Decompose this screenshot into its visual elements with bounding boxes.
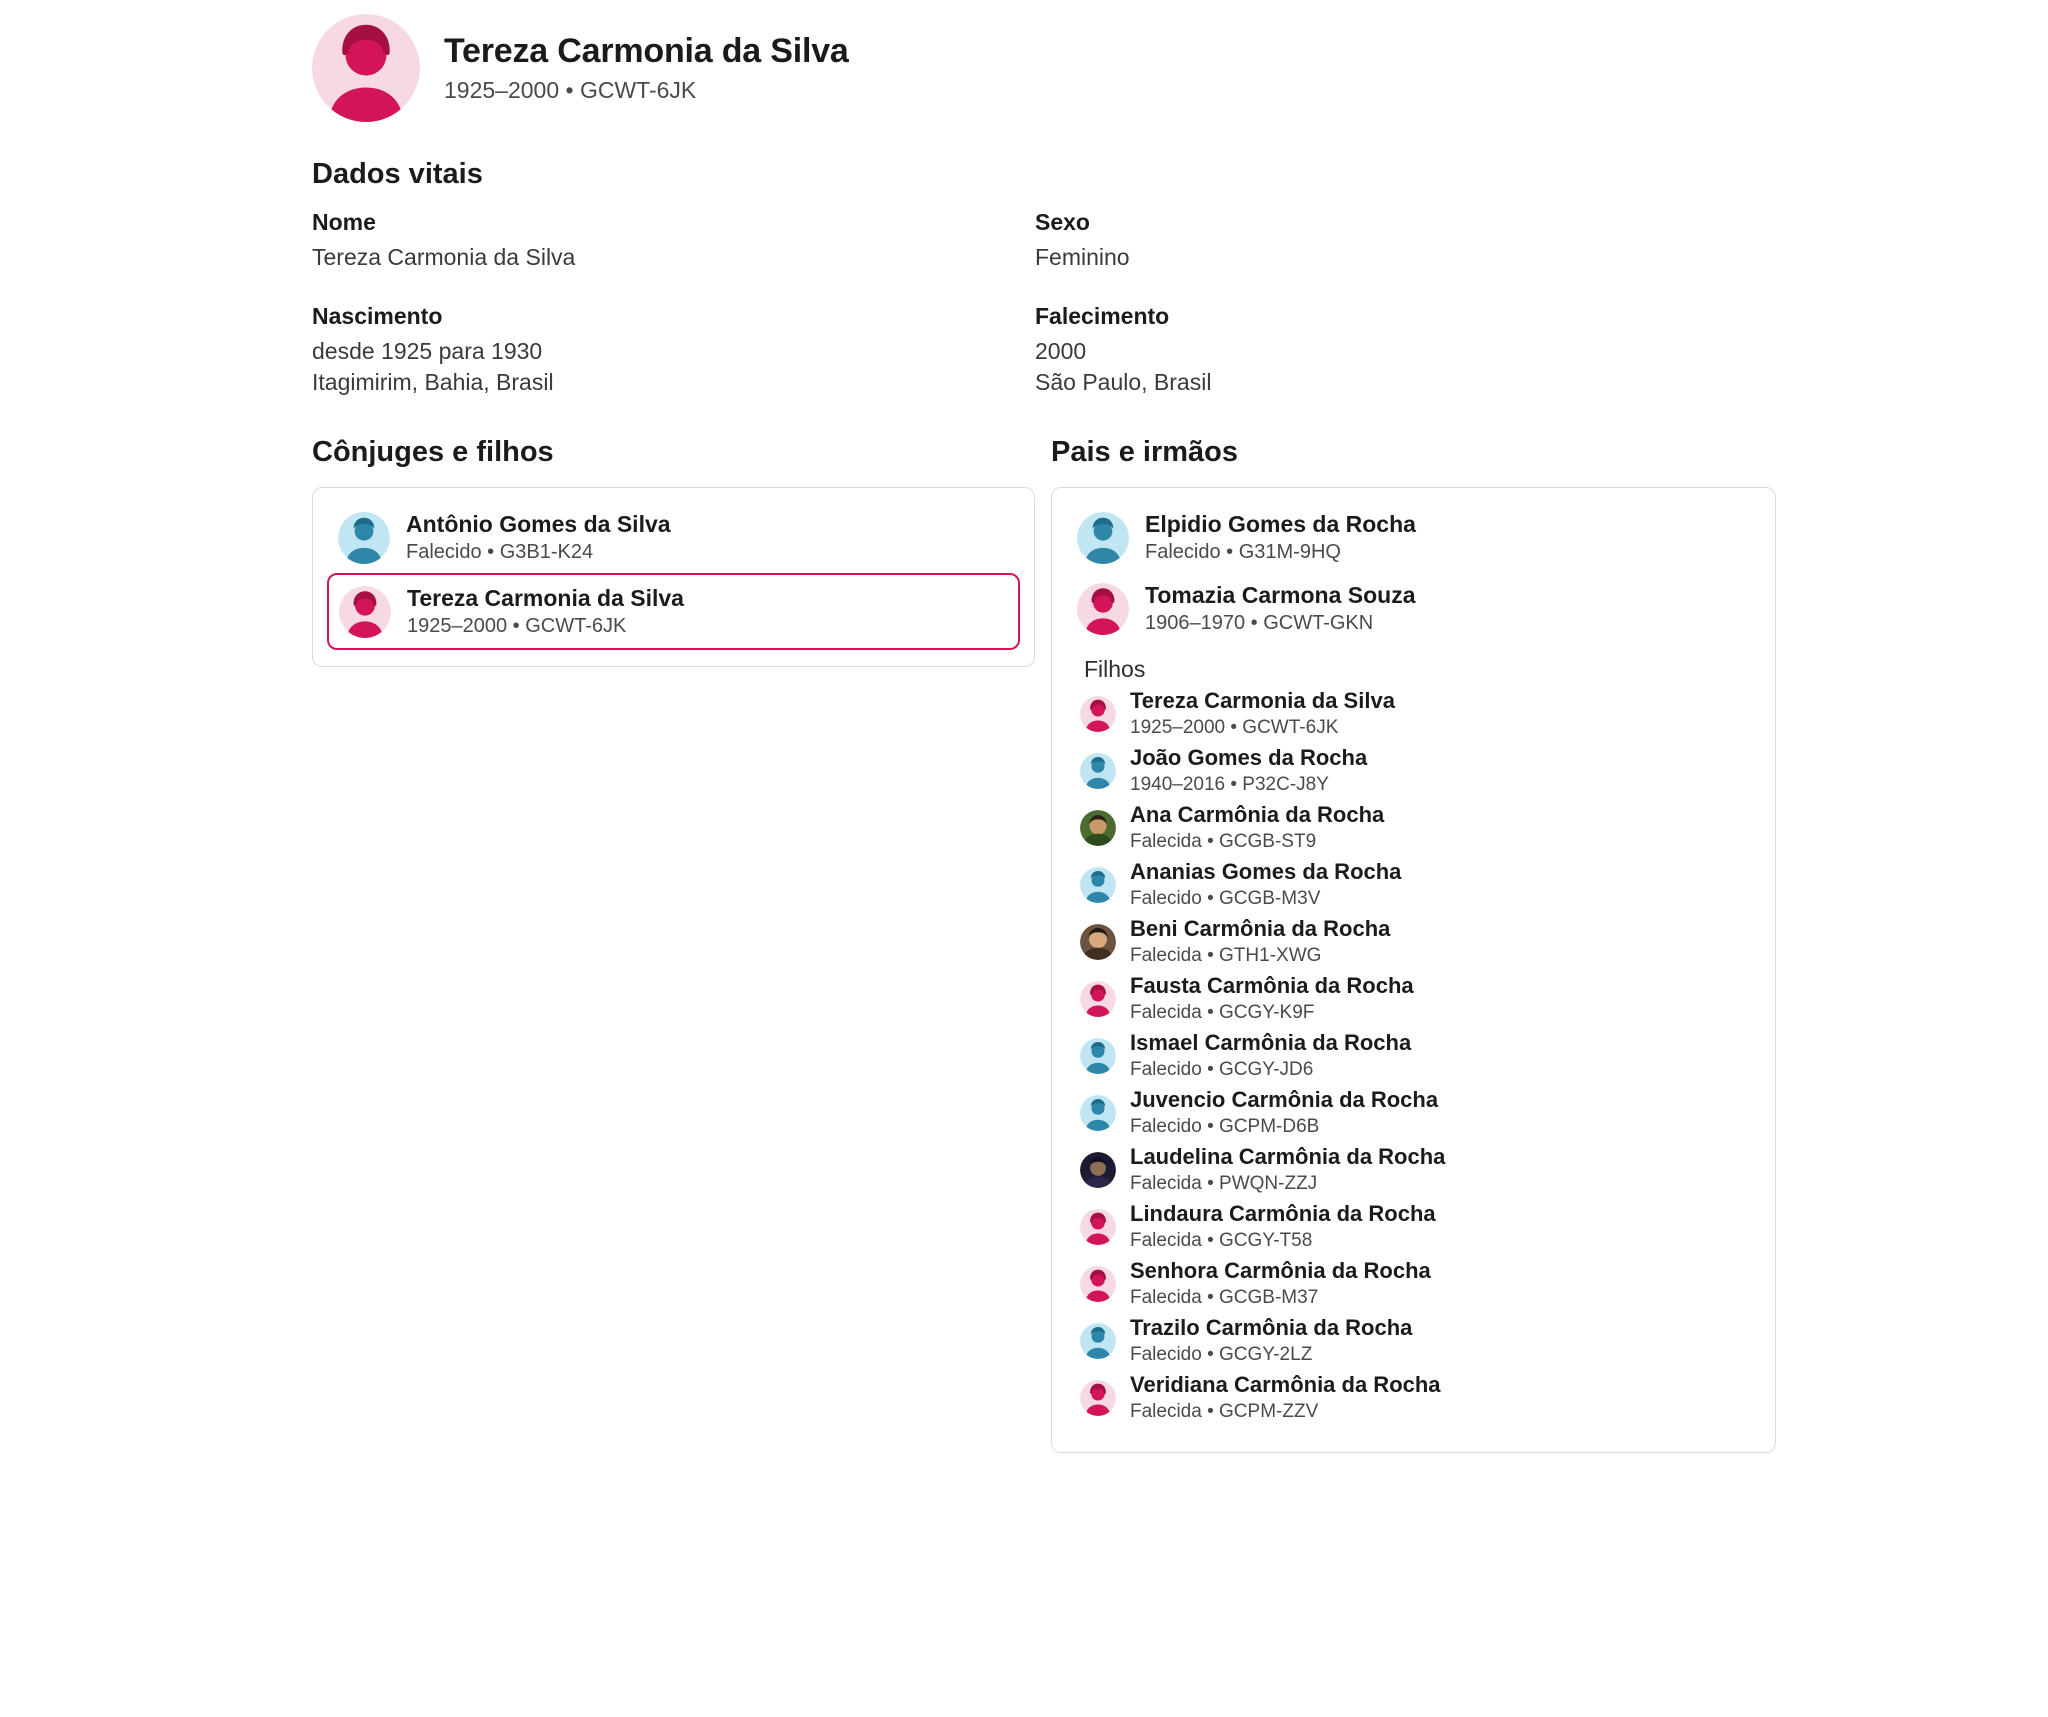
list-item-name: Ananias Gomes da Rocha xyxy=(1130,859,1402,885)
birth-label: Nascimento xyxy=(312,303,443,330)
spouses-card xyxy=(312,487,1035,667)
vitals-sex-field xyxy=(1035,209,1812,273)
list-item-name: Senhora Carmônia da Rocha xyxy=(1130,1258,1431,1284)
spouses-column xyxy=(312,436,1035,667)
list-item[interactable] xyxy=(1066,1255,1761,1312)
vitals-birth-field xyxy=(312,303,1035,398)
parent-row-1[interactable] xyxy=(1066,573,1761,644)
male-avatar-icon xyxy=(338,512,390,564)
list-item-texts xyxy=(1130,1087,1438,1138)
list-item-name: Lindaura Carmônia da Rocha xyxy=(1130,1201,1436,1227)
parent-row-0-name: Elpidio Gomes da Rocha xyxy=(1145,511,1416,538)
female-avatar-icon xyxy=(1080,1380,1116,1416)
list-item-texts xyxy=(1130,802,1384,853)
list-item-sub: Falecida • GCGY-K9F xyxy=(1130,1002,1315,1024)
list-item-sub: Falecida • PWQN-ZZJ xyxy=(1130,1173,1318,1195)
spouse-row-0-sub: Falecido • G3B1-K24 xyxy=(406,541,594,564)
birth-date-value[interactable]: desde 1925 para 1930 xyxy=(312,338,543,365)
list-item[interactable] xyxy=(1066,1141,1761,1198)
children-label: Filhos xyxy=(1084,656,1146,683)
sex-value[interactable]: Feminino xyxy=(1035,244,1130,270)
parent-row-1-texts xyxy=(1145,582,1416,635)
parent-row-1-name: Tomazia Carmona Souza xyxy=(1145,582,1416,609)
list-item-sub: Falecida • GCGB-ST9 xyxy=(1130,831,1317,853)
female-avatar-icon xyxy=(1080,1209,1116,1245)
list-item[interactable] xyxy=(1066,1027,1761,1084)
list-item[interactable] xyxy=(1066,799,1761,856)
list-item-name: Laudelina Carmônia da Rocha xyxy=(1130,1144,1446,1170)
spouse-row-0-texts xyxy=(406,511,671,564)
person-lifespan-id: 1925–2000 • GCWT-6JK xyxy=(444,77,697,103)
list-item-sub: 1925–2000 • GCWT-6JK xyxy=(1130,717,1339,739)
list-item-texts xyxy=(1130,859,1401,910)
list-item[interactable] xyxy=(1066,970,1761,1027)
parents-section-title: Pais e irmãos xyxy=(1051,436,1238,469)
parent-row-1-sub: 1906–1970 • GCWT-GKN xyxy=(1145,612,1374,635)
list-item-texts xyxy=(1130,1258,1431,1309)
list-item-sub: Falecida • GCGY-T58 xyxy=(1130,1230,1313,1252)
male-avatar-icon xyxy=(1080,867,1116,903)
list-item-name: Veridiana Carmônia da Rocha xyxy=(1130,1372,1441,1398)
list-item-texts xyxy=(1130,1201,1436,1252)
list-item-texts xyxy=(1130,1030,1411,1081)
list-item-texts xyxy=(1130,1372,1441,1423)
person-header xyxy=(0,0,2048,122)
death-place-value[interactable]: São Paulo, Brasil xyxy=(1035,369,1212,396)
list-item-sub: Falecido • GCGY-2LZ xyxy=(1130,1344,1313,1366)
vitals-section-title: Dados vitais xyxy=(312,158,483,190)
list-item-texts xyxy=(1130,973,1414,1024)
spouse-row-1-texts xyxy=(407,585,684,638)
spouse-row-0-name: Antônio Gomes da Silva xyxy=(406,511,671,538)
list-item[interactable] xyxy=(1066,742,1761,799)
page-title: Tereza Carmonia da Silva xyxy=(444,32,849,70)
vitals-name-field xyxy=(312,209,1035,273)
list-item-sub: Falecida • GTH1-XWG xyxy=(1130,945,1322,967)
parent-row-0-sub: Falecido • G31M-9HQ xyxy=(1145,541,1341,564)
list-item-texts xyxy=(1130,916,1390,967)
spouse-row-1-name: Tereza Carmonia da Silva xyxy=(407,585,684,612)
birth-place-value[interactable]: Itagimirim, Bahia, Brasil xyxy=(312,369,554,396)
spouse-row-1-selected[interactable] xyxy=(327,573,1020,650)
list-item-name: Ismael Carmônia da Rocha xyxy=(1130,1030,1412,1056)
death-date-value[interactable]: 2000 xyxy=(1035,338,1087,365)
list-item-name: Tereza Carmonia da Silva xyxy=(1130,688,1395,714)
list-item-sub: Falecido • GCGY-JD6 xyxy=(1130,1059,1314,1081)
vitals-grid xyxy=(312,209,1812,398)
list-item-name: Ana Carmônia da Rocha xyxy=(1130,802,1385,828)
list-item-texts xyxy=(1130,745,1367,796)
female-avatar-icon xyxy=(1080,981,1116,1017)
list-item-sub: Falecida • GCGB-M37 xyxy=(1130,1287,1319,1309)
parent-row-0-texts xyxy=(1145,511,1416,564)
list-item[interactable] xyxy=(1066,856,1761,913)
photo-avatar-icon xyxy=(1080,810,1116,846)
list-item-texts xyxy=(1130,1144,1445,1195)
female-avatar-icon xyxy=(1077,583,1129,635)
parent-row-0[interactable] xyxy=(1066,502,1761,573)
photo-avatar-icon xyxy=(1080,1152,1116,1188)
death-label: Falecimento xyxy=(1035,303,1170,330)
list-item-sub: Falecida • GCPM-ZZV xyxy=(1130,1401,1319,1423)
list-item[interactable] xyxy=(1066,1084,1761,1141)
photo-avatar-icon xyxy=(1080,924,1116,960)
list-item[interactable] xyxy=(1066,1369,1761,1426)
sex-label: Sexo xyxy=(1035,209,1090,235)
name-label: Nome xyxy=(312,209,376,235)
list-item-name: Trazilo Carmônia da Rocha xyxy=(1130,1315,1413,1341)
list-item-name: João Gomes da Rocha xyxy=(1130,745,1368,771)
female-avatar-icon xyxy=(339,586,391,638)
list-item-texts xyxy=(1130,688,1395,739)
spouse-row-0[interactable] xyxy=(327,502,1020,573)
list-item-name: Juvencio Carmônia da Rocha xyxy=(1130,1087,1439,1113)
list-item-sub: 1940–2016 • P32C-J8Y xyxy=(1130,774,1329,796)
parents-card xyxy=(1051,487,1776,1453)
vital-information-section xyxy=(0,158,2048,398)
female-avatar-icon xyxy=(1080,1266,1116,1302)
relationships-columns xyxy=(0,436,2048,1453)
list-item-sub: Falecido • GCPM-D6B xyxy=(1130,1116,1320,1138)
spouses-section-title: Cônjuges e filhos xyxy=(312,436,554,469)
list-item[interactable] xyxy=(1066,685,1761,742)
list-item-name: Fausta Carmônia da Rocha xyxy=(1130,973,1414,999)
list-item[interactable] xyxy=(1066,1312,1761,1369)
female-avatar-icon xyxy=(312,14,420,122)
female-avatar-icon xyxy=(1080,696,1116,732)
male-avatar-icon xyxy=(1077,512,1129,564)
name-value[interactable]: Tereza Carmonia da Silva xyxy=(312,244,576,270)
list-item[interactable] xyxy=(1066,1198,1761,1255)
children-list xyxy=(1066,685,1761,1426)
person-header-texts xyxy=(444,32,849,104)
parents-column xyxy=(1051,436,1776,1453)
list-item[interactable] xyxy=(1066,913,1761,970)
male-avatar-icon xyxy=(1080,753,1116,789)
male-avatar-icon xyxy=(1080,1095,1116,1131)
male-avatar-icon xyxy=(1080,1038,1116,1074)
list-item-texts xyxy=(1130,1315,1412,1366)
spouse-row-1-sub: 1925–2000 • GCWT-6JK xyxy=(407,615,627,638)
male-avatar-icon xyxy=(1080,1323,1116,1359)
vitals-death-field xyxy=(1035,303,1812,398)
list-item-sub: Falecido • GCGB-M3V xyxy=(1130,888,1321,910)
list-item-name: Beni Carmônia da Rocha xyxy=(1130,916,1391,942)
